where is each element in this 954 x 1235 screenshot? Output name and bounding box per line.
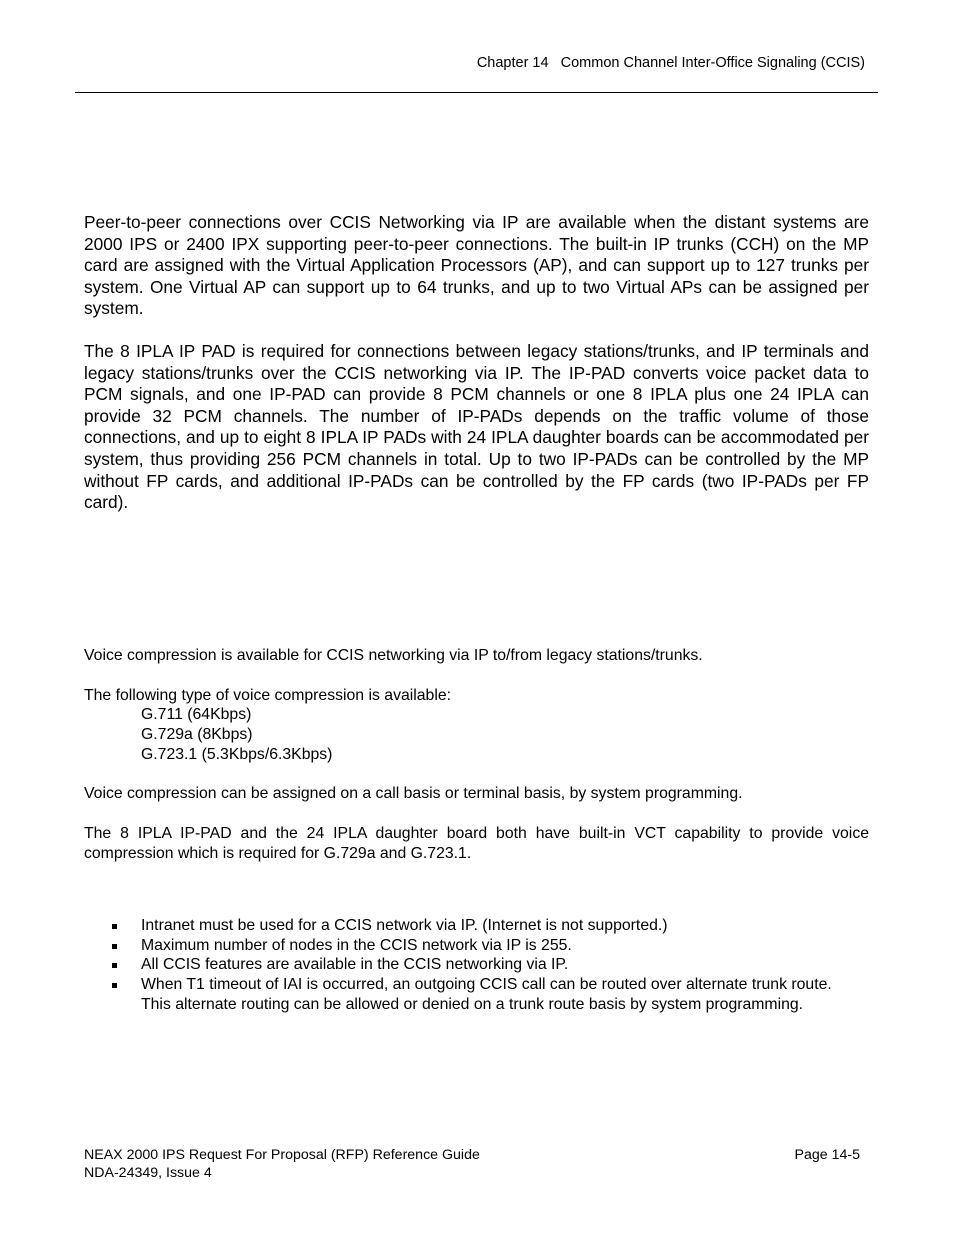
list-item <box>108 916 848 936</box>
page-header-chapter: Chapter 14 Common Channel Inter-Office Signaling (CCIS) <box>476 55 865 71</box>
paragraph-compression-types-intro: The following type of voice compression is available: <box>84 687 452 704</box>
footer-doc-title: NEAX 2000 IPS Request For Proposal (RFP) Reference Guide <box>84 1147 480 1163</box>
list-item-text: When T1 timeout of IAI is occurred, an outgoing CCIS call can be routed over alternate trunk route. This alternate routing can be allowed or denied on a trunk route basis by system programming. <box>141 976 832 1013</box>
compression-type-item: G.711 (64Kbps) <box>141 706 252 723</box>
paragraph-compression-intro: Voice compression is available for CCIS networking via IP to/from legacy stations/trunks. <box>84 647 703 664</box>
compression-type-item: G.723.1 (5.3Kbps/6.3Kbps) <box>141 746 333 763</box>
paragraph-compression-vct: The 8 IPLA IP-PAD and the 24 IPLA daughter board both have built-in VCT capability to provide voice compression which is required for G.729a and G.723.1. <box>84 825 869 862</box>
list-item <box>108 955 848 975</box>
page-footer-left <box>84 1146 480 1182</box>
list-item-text: Maximum number of nodes in the CCIS network via IP is 255. <box>141 936 572 954</box>
square-bullet-icon <box>112 983 117 988</box>
footer-doc-number: NDA-24349, Issue 4 <box>84 1165 212 1181</box>
list-item-text: Intranet must be used for a CCIS network via IP. (Internet is not supported.) <box>141 917 668 934</box>
list-item <box>108 975 848 1014</box>
square-bullet-icon <box>112 963 117 968</box>
paragraph-ip-pad: The 8 IPLA IP PAD is required for connections between legacy stations/trunks, and IP terminals and legacy stations/trunks over the CCIS networking via IP. The IP-PAD converts voice packet data to PCM signals, and one IP-PAD can provide 8 PCM channels or one 8 IPLA plus one 24 IPLA can provide 32 PCM channels. The number of IP-PADs depends on the traffic volume of those connections, and up to eight 8 IPLA IP PADs with 24 IPLA daughter boards can be accommodated per system, thus providing 256 PCM channels in total. Up to two IP-PADs can be controlled by the MP without FP cards, and additional IP-PADs can be controlled by the FP cards (two IP-PADs per FP card). <box>84 341 869 513</box>
square-bullet-icon <box>112 944 117 949</box>
paragraph-compression-assign: Voice compression can be assigned on a call basis or terminal basis, by system programming. <box>84 785 743 802</box>
list-item-text: All CCIS features are available in the CCIS networking via IP. <box>141 956 569 974</box>
square-bullet-icon <box>112 924 117 929</box>
compression-type-item: G.729a (8Kbps) <box>141 726 253 743</box>
conditions-list <box>108 916 848 1015</box>
list-item <box>108 936 848 956</box>
page-number: Page 14-5 <box>794 1147 860 1163</box>
paragraph-peer-to-peer: Peer-to-peer connections over CCIS Networking via IP are available when the distant systems are 2000 IPS or 2400 IPX supporting peer-to-peer connections. The built-in IP trunks (CCH) on the MP card are assigned with the Virtual Application Processors (AP), and can support up to 127 trunks per system. One Virtual AP can support up to 64 trunks, and up to two Virtual APs can be assigned per system. <box>84 212 869 319</box>
header-divider <box>75 92 878 93</box>
